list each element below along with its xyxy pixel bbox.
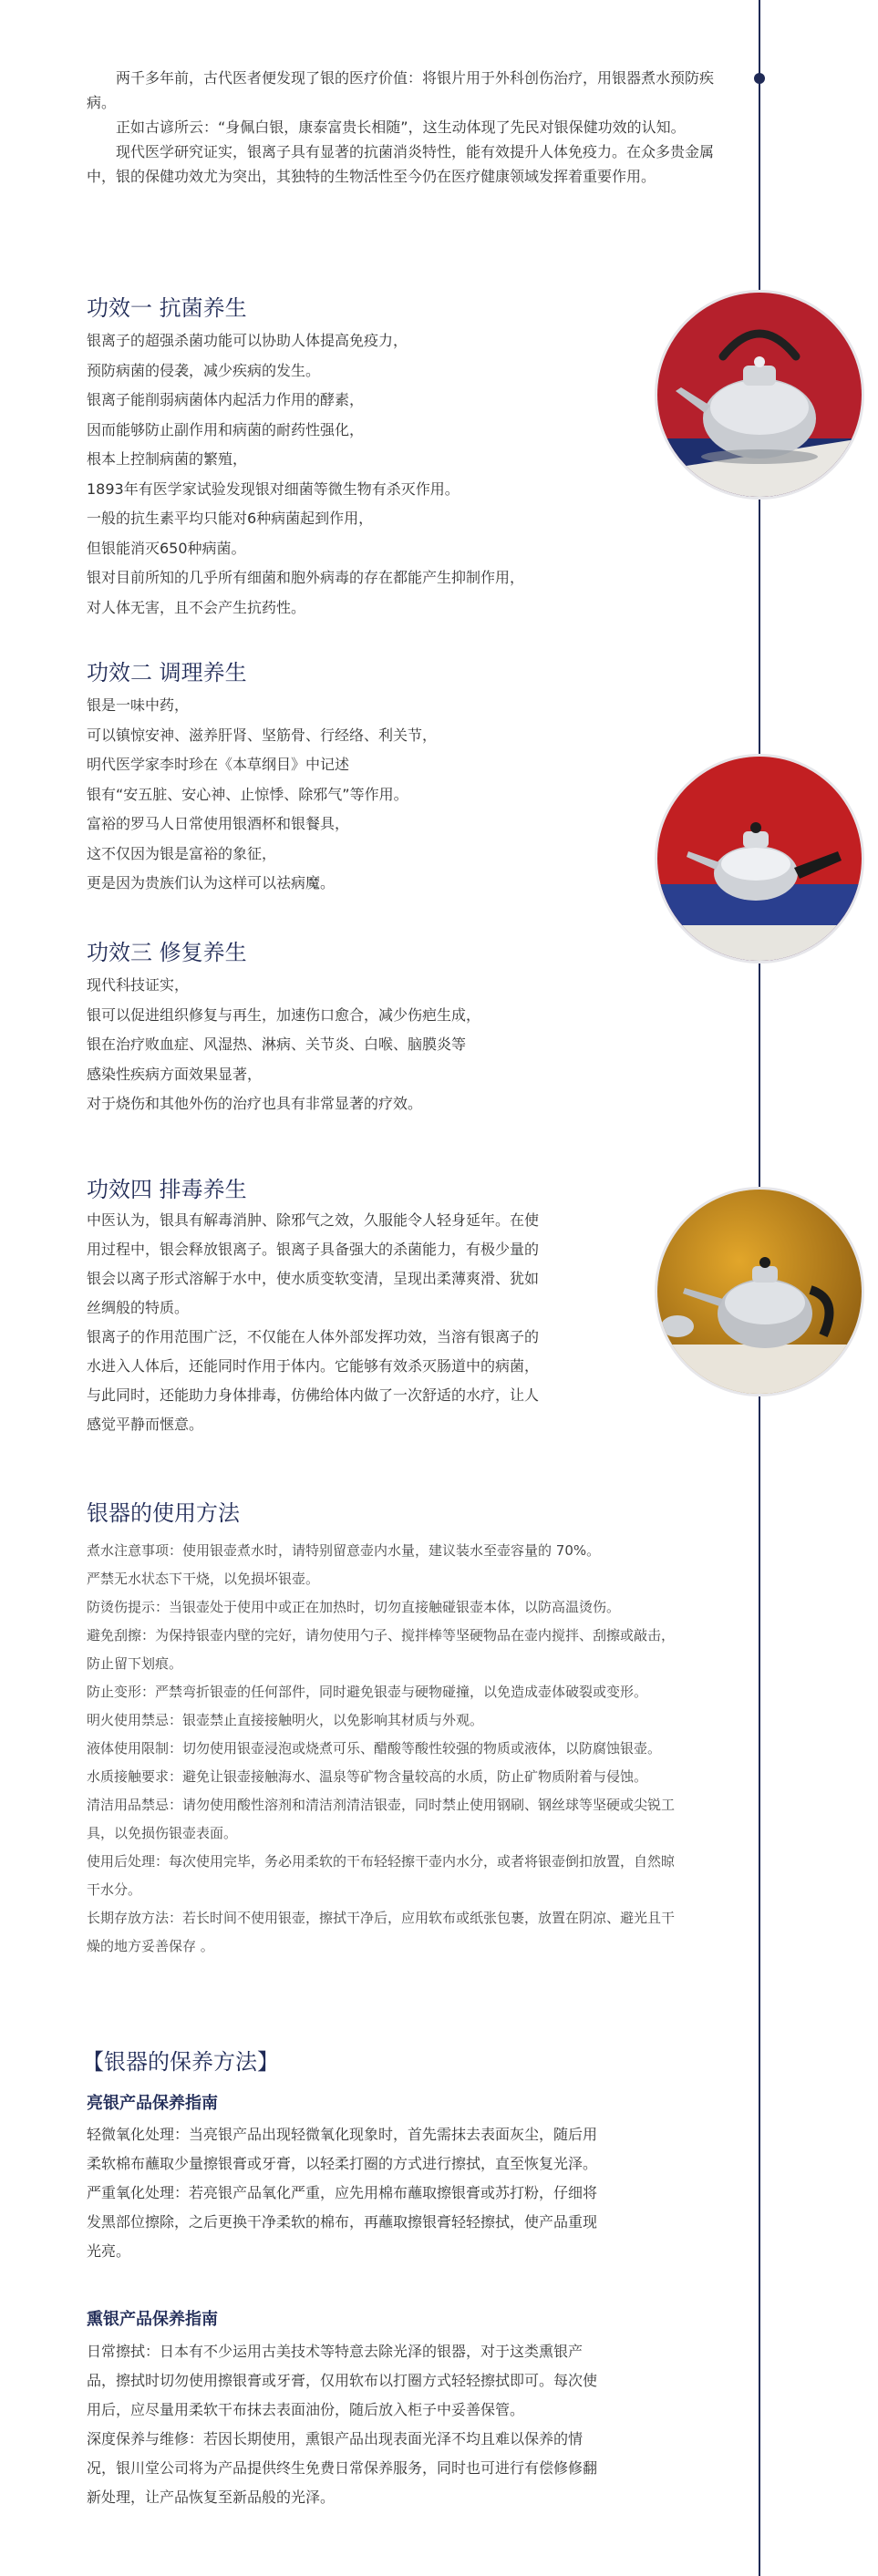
body-line: 用过程中，银会释放银离子。银离子具备强大的杀菌能力，有极少量的 (87, 1241, 540, 1258)
intro-text (87, 66, 725, 189)
body-line: 1893年有医学家试验发现银对细菌等微生物有杀灭作用。 (87, 479, 460, 498)
smoked-silver-guide-body (87, 2337, 739, 2512)
care-line: 严重氧化处理：若亮银产品氧化严重，应先用棉布蘸取擦银膏或苏打粉，仔细将 (87, 2184, 598, 2201)
body-line: 预防病菌的侵袭，减少疾病的发生。 (87, 361, 321, 379)
care-line: 柔软棉布蘸取少量擦银膏或牙膏，以轻柔打圈的方式进行擦拭，直至恢复光泽。 (87, 2155, 598, 2172)
care-line: 轻微氧化处理：当亮银产品出现轻微氧化现象时，首先需抹去表面灰尘，随后用 (87, 2126, 598, 2143)
body-line: 一般的抗生素平均只能对6种病菌起到作用， (87, 510, 374, 527)
care-line: 品，擦拭时切勿使用擦银膏或牙膏，仅用软布以打圈方式轻轻擦拭即可。每次使 (87, 2372, 598, 2389)
body-line: 中医认为，银具有解毒消肿、除邪气之效，久服能令人轻身延年。在使 (87, 1211, 540, 1229)
usage-line: 严禁无水状态下干烧，以免损坏银壶。 (87, 1571, 320, 1587)
silver-teapot-photo-3 (655, 1187, 864, 1396)
section-title-repair: 功效三 修复养生 (87, 940, 247, 965)
care-line: 光亮。 (87, 2242, 131, 2260)
usage-line: 清洁用品禁忌：请勿使用酸性溶剂和清洁剂清洁银壶，同时禁止使用钢刷、钢丝球等坚硬或尖锐工 (87, 1797, 676, 1813)
section-body-antibacterial (87, 326, 597, 623)
body-line: 更是因为贵族们认为这样可以祛病魔。 (87, 874, 336, 891)
usage-line: 水质接触要求：避免让银壶接触海水、温泉等矿物含量较高的水质，防止矿物质附着与侵蚀。 (87, 1768, 648, 1785)
body-line: 富裕的罗马人日常使用银酒杯和银餐具， (87, 815, 350, 832)
silver-teapot-image (657, 757, 862, 961)
intro-paragraph: 现代医学研究证实，银离子具有显著的抗菌消炎特性，能有效提升人体免疫力。在众多贵金属中，银的保健功效尤为突出，其独特的生物活性至今仍在医疗健康领域发挥着重要作用。 (87, 143, 715, 185)
usage-line: 防止留下划痕。 (87, 1655, 183, 1672)
body-line: 银离子的作用范围广泛，不仅能在人体外部发挥功效，当溶有银离子的 (87, 1328, 540, 1345)
body-line: 与此同时，还能助力身体排毒，仿佛给体内做了一次舒适的水疗，让人 (87, 1386, 540, 1404)
care-line: 用后，应尽量用柔软干布抹去表面油份，随后放入柜子中妥善保管。 (87, 2401, 525, 2418)
bright-silver-guide-body (87, 2120, 739, 2266)
body-line: 根本上控制病菌的繁殖， (87, 450, 248, 468)
section-title-antibacterial: 功效一 抗菌养生 (87, 295, 247, 321)
care-line: 发黑部位擦除，之后更换干净柔软的棉布，再蘸取擦银膏轻轻擦拭，使产品重现 (87, 2213, 598, 2231)
body-line: 感觉平静而惬意。 (87, 1416, 204, 1433)
body-line: 这不仅因为银是富裕的象征， (87, 844, 277, 862)
silver-kettle-photo-1 (655, 290, 864, 500)
body-line: 银离子能削弱病菌体内起活力作用的酵素， (87, 391, 365, 408)
usage-line: 防止变形：严禁弯折银壶的任何部件，同时避免银壶与硬物碰撞，以免造成壶体破裂或变形。 (87, 1684, 648, 1700)
usage-line: 煮水注意事项：使用银壶煮水时，请特别留意壶内水量，建议装水至壶容量的 70%。 (87, 1542, 601, 1559)
body-line: 水进入人体后，还能同时作用于体内。它能够有效杀灭肠道中的病菌， (87, 1357, 540, 1375)
body-line: 银在治疗败血症、风湿热、淋病、关节炎、白喉、脑膜炎等 (87, 1036, 467, 1053)
body-line: 对人体无害，且不会产生抗药性。 (87, 598, 306, 616)
usage-line: 避免刮擦：为保持银壶内壁的完好，请勿使用勺子、搅拌棒等坚硬物品在壶内搅拌、刮擦或敲击， (87, 1627, 676, 1643)
section-title-conditioning: 功效二 调理养生 (87, 660, 247, 685)
usage-line: 使用后处理：每次使用完毕，务必用柔软的干布轻轻擦干壶内水分，或者将银壶倒扣放置，自然晾 (87, 1853, 676, 1870)
section-body-conditioning (87, 691, 597, 899)
body-line: 银可以促进组织修复与再生，加速伤口愈合，减少伤疤生成， (87, 1005, 481, 1024)
section-body-detox (87, 1206, 597, 1439)
care-line: 深度保养与维修：若因长期使用，熏银产品出现表面光泽不均且难以保养的情 (87, 2430, 584, 2447)
silver-kettle-image (657, 293, 862, 497)
care-line: 新处理，让产品恢复至新品般的光泽。 (87, 2488, 336, 2506)
body-line: 明代医学家李时珍在《本草纲目》中记述 (87, 756, 350, 773)
intro-paragraph: 两千多年前，古代医者便发现了银的医疗价值：将银片用于外科创伤治疗，用银器煮水预防疾病。 (87, 69, 715, 111)
care-line: 况，银川堂公司将为产品提供终生免费日常保养服务，同时也可进行有偿修修翻 (87, 2459, 598, 2477)
usage-line: 具，以免损伤银壶表面。 (87, 1825, 238, 1841)
body-line: 因而能够防止副作用和病菌的耐药性强化， (87, 420, 365, 438)
silver-teapot-image (657, 1190, 862, 1394)
section-title-detox: 功效四 排毒养生 (87, 1177, 247, 1202)
body-line: 银是一味中药， (87, 696, 190, 714)
usage-instructions (87, 1537, 739, 1961)
section-body-repair (87, 971, 597, 1119)
smoked-silver-guide-title: 熏银产品保养指南 (87, 2310, 218, 2329)
body-line: 丝绸般的特质。 (87, 1299, 190, 1316)
usage-line: 长期存放方法：若长时间不使用银壶，擦拭干净后，应用软布或纸张包裹，放置在阴凉、避光且干 (87, 1910, 676, 1926)
body-line: 对于烧伤和其他外伤的治疗也具有非常显著的疗效。 (87, 1095, 423, 1112)
body-line: 感染性疾病方面效果显著， (87, 1065, 263, 1083)
usage-line: 明火使用禁忌：银壶禁止直接接触明火，以免影响其材质与外观。 (87, 1712, 484, 1728)
intro-paragraph: 正如古谚所云：“身佩白银，康泰富贵长相随”，这生动体现了先民对银保健功效的认知。 (116, 118, 686, 136)
usage-title: 银器的使用方法 (87, 1500, 240, 1526)
bright-silver-guide-title: 亮银产品保养指南 (87, 2094, 218, 2113)
body-line: 现代科技证实， (87, 976, 190, 994)
silver-teapot-photo-2 (655, 754, 864, 963)
body-line: 银有“安五脏、安心神、止惊悸、除邪气”等作用。 (87, 785, 408, 803)
usage-line: 防烫伤提示：当银壶处于使用中或正在加热时，切勿直接触碰银壶本体，以防高温烫伤。 (87, 1599, 621, 1615)
body-line: 银对目前所知的几乎所有细菌和胞外病毒的存在都能产生抑制作用， (87, 569, 525, 586)
usage-line: 燥的地方妥善保存 。 (87, 1938, 214, 1954)
body-line: 银离子的超强杀菌功能可以协助人体提高免疫力， (87, 332, 408, 349)
care-line: 日常擦拭：日本有不少运用古美技术等特意去除光泽的银器，对于这类熏银产 (87, 2343, 584, 2360)
care-title: 【银器的保养方法】 (82, 2049, 279, 2075)
body-line: 但银能消灭650种病菌。 (87, 539, 246, 557)
usage-line: 液体使用限制：切勿使用银壶浸泡或烧煮可乐、醋酸等酸性较强的物质或液体，以防腐蚀银壶。 (87, 1740, 662, 1757)
usage-line: 干水分。 (87, 1881, 142, 1898)
body-line: 可以镇惊安神、滋养肝肾、坚筋骨、行经络、利关节， (87, 726, 438, 744)
timeline-dot (754, 73, 765, 84)
body-line: 银会以离子形式溶解于水中，使水质变软变清，呈现出柔薄爽滑、犹如 (87, 1270, 540, 1287)
